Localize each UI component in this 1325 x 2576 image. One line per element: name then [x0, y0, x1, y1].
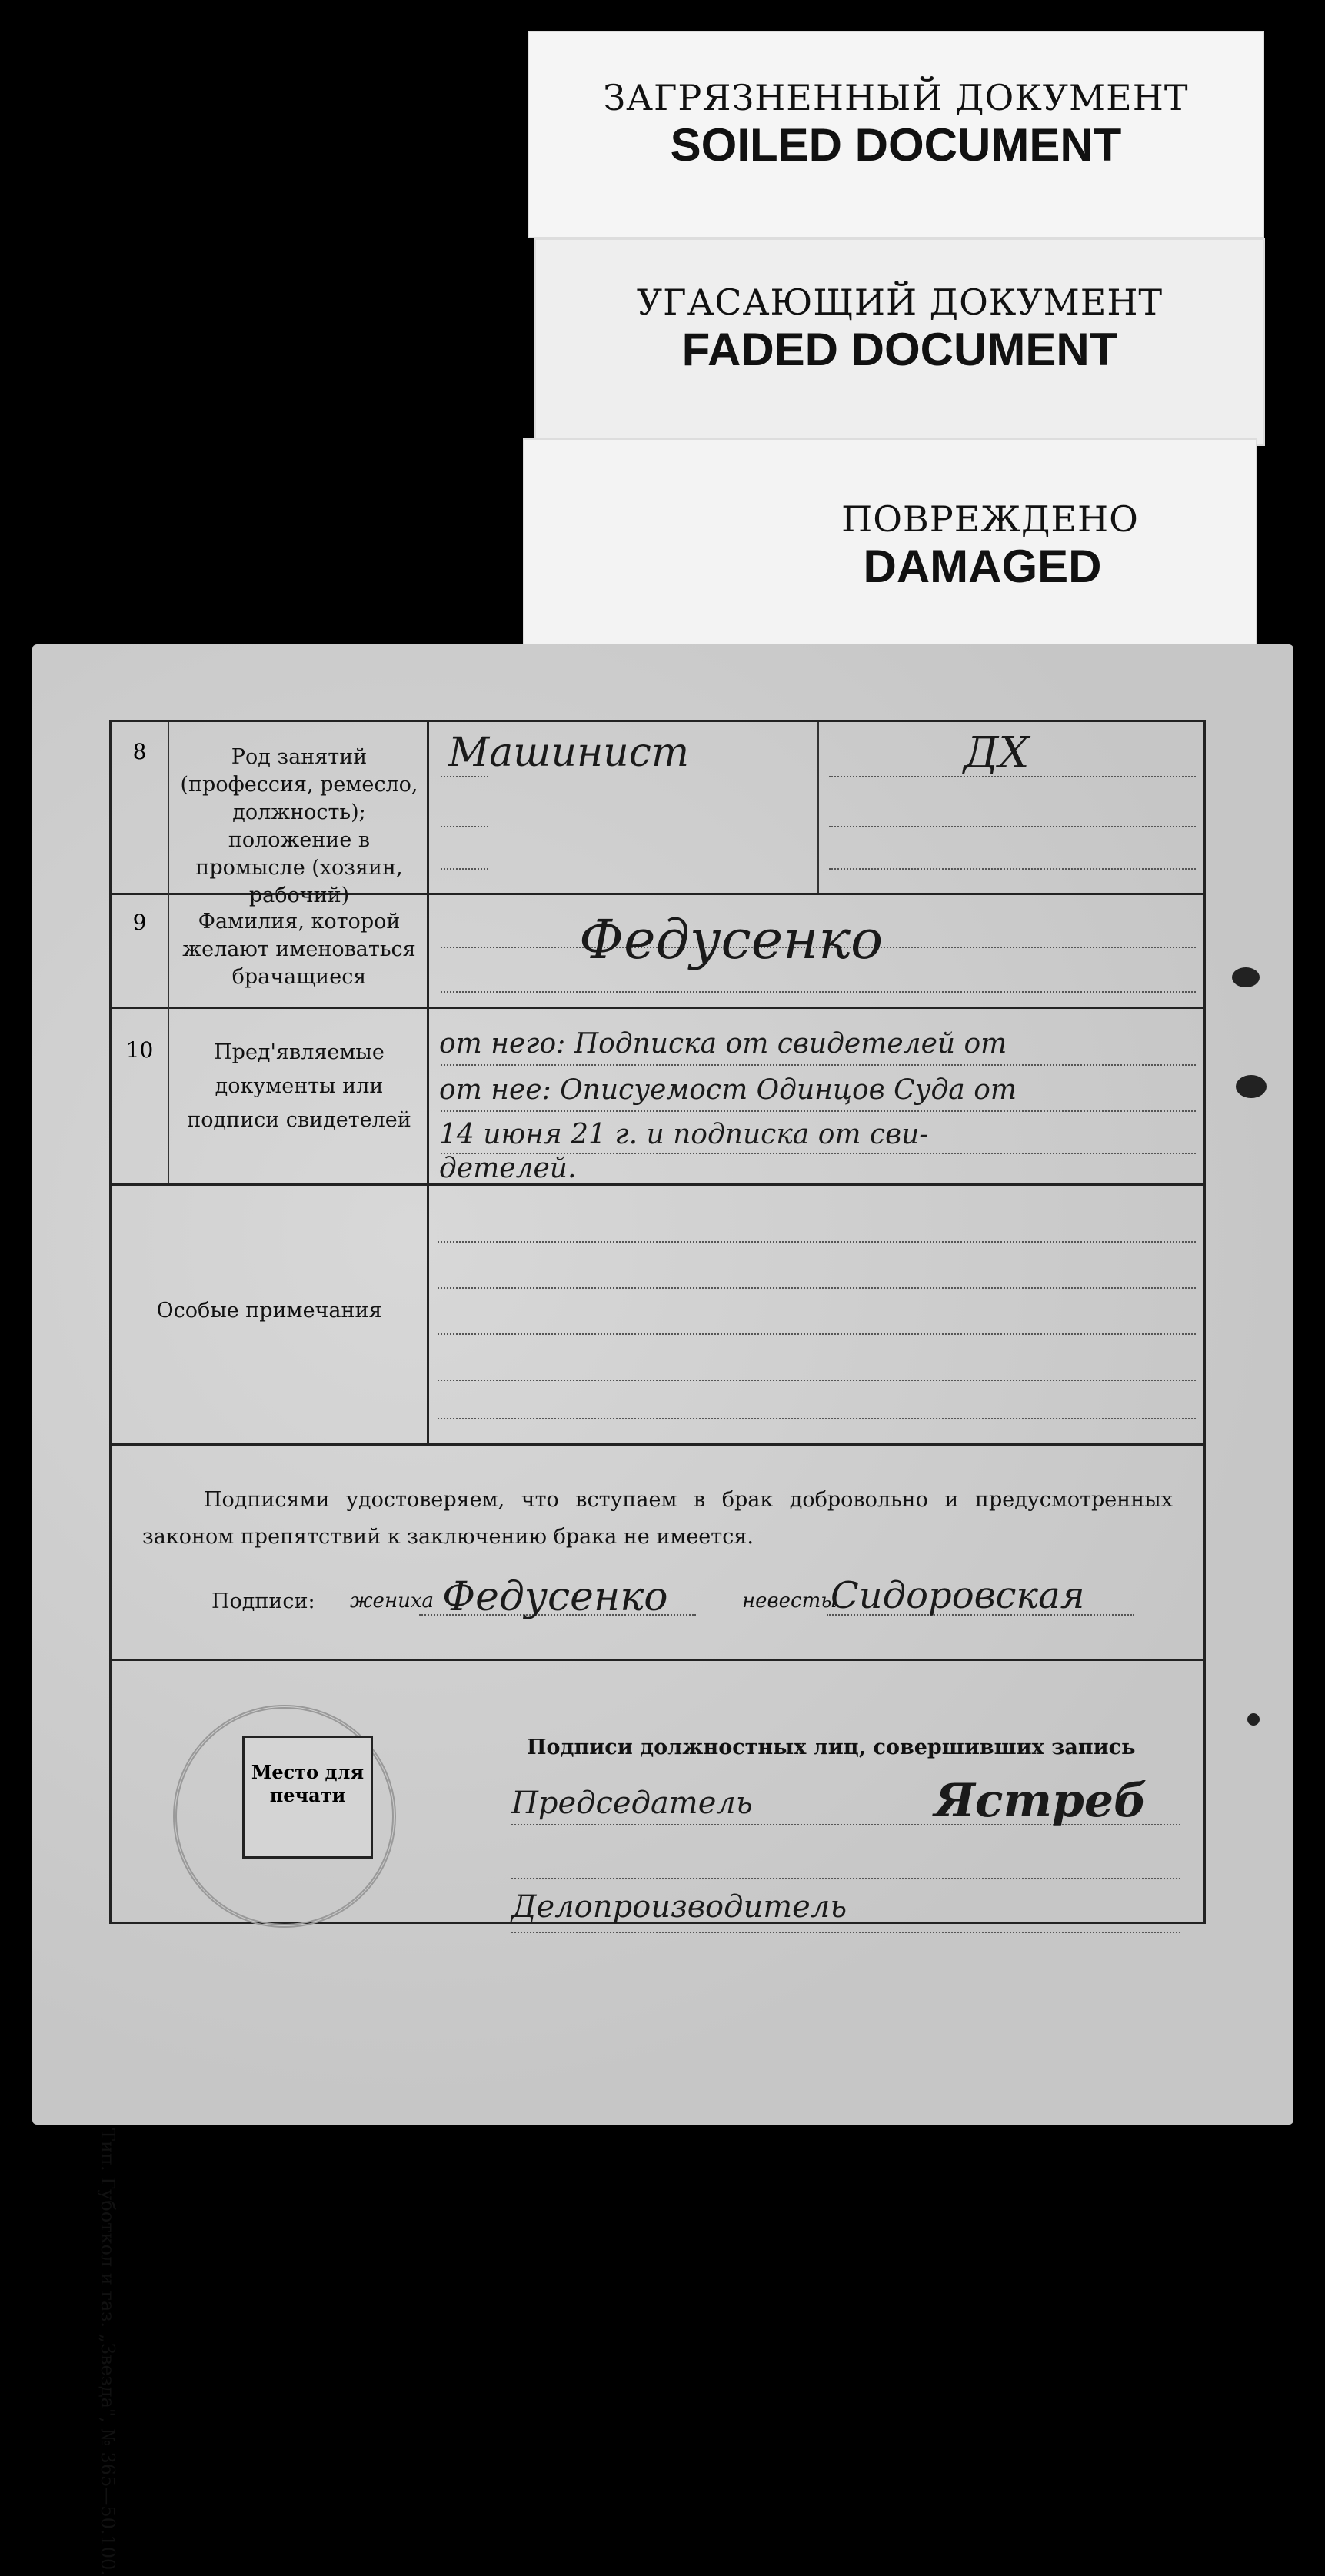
- row-number: 8: [112, 722, 169, 893]
- faded-label-ru: УГАСАЮЩИЙ ДОКУМЕНТ: [636, 281, 1164, 323]
- official-1-signature: Ястреб: [934, 1774, 1147, 1828]
- surname-value-cell: [433, 893, 1203, 1007]
- soiled-label-en: SOILED DOCUMENT: [670, 119, 1122, 171]
- damaged-document-card: [523, 438, 1257, 661]
- record-form: [109, 720, 1206, 1924]
- documents-line-2: от нее: Описуемост Одинцов Суда от: [439, 1074, 1017, 1106]
- documents-line-3: 14 июня 21 г. и подписка от сви-: [439, 1119, 929, 1150]
- documents-line-4: детелей.: [439, 1153, 577, 1184]
- documents-line-1: от него: Подписка от свидетелей от: [439, 1028, 1007, 1060]
- groom-signature: Федусенко: [442, 1574, 668, 1620]
- faded-document-card: [534, 238, 1265, 446]
- signatures-label: Подписи:: [211, 1589, 315, 1613]
- groom-occupation: Машинист: [448, 730, 690, 776]
- marriage-record-sheet: [32, 644, 1293, 2576]
- soiled-label-ru: ЗАГРЯЗНЕННЫЙ ДОКУМЕНТ: [603, 77, 1189, 118]
- row-surname: [112, 893, 1203, 1009]
- row-occupation: [112, 722, 1203, 907]
- groom-signature-label: жениха: [350, 1589, 434, 1612]
- dotted-line: [438, 1333, 1196, 1335]
- documents-value-cell: [433, 1007, 1203, 1183]
- bride-signature-label: невесты: [742, 1589, 837, 1612]
- official-2-role: Делопроизводитель: [511, 1889, 847, 1925]
- official-1-role: Председатель: [511, 1786, 753, 1821]
- row-number: 9: [112, 893, 169, 1007]
- dotted-line: [441, 776, 488, 777]
- occupation-values: [433, 722, 1203, 893]
- column-divider: [817, 722, 819, 893]
- damaged-label-ru: ПОВРЕЖДЕНО: [841, 498, 1139, 540]
- dotted-line: [511, 1878, 1180, 1879]
- stain-mark: [1247, 1713, 1260, 1726]
- occupation-label: Род занятий (профессия, ремесло, должность); положение в промысле (хозяин, рабочий): [171, 722, 429, 893]
- damaged-label-en: DAMAGED: [863, 541, 1102, 592]
- dotted-line: [441, 868, 488, 870]
- dotted-line: [438, 1380, 1196, 1381]
- dotted-line: [438, 1418, 1196, 1419]
- officials-title: Подписи должностных лиц, совершивших запись: [527, 1736, 1136, 1759]
- notes-label-cell: [112, 1183, 429, 1443]
- row-number: 10: [112, 1007, 169, 1183]
- dotted-line: [438, 1241, 1196, 1243]
- dotted-line: [441, 1110, 1196, 1112]
- notes-value-cell: [430, 1183, 1203, 1443]
- stain-mark: [1236, 1075, 1267, 1098]
- officials-section: [112, 1659, 1203, 1925]
- notes-label: Особые примечания: [156, 1299, 382, 1323]
- stamp-place-box: Место для печати: [242, 1736, 373, 1859]
- dotted-line: [829, 826, 1196, 827]
- chosen-surname: Федусенко: [579, 908, 884, 971]
- row-declaration: [112, 1443, 1203, 1661]
- declaration-text: Подписями удостоверяем, что вступаем в брак добровольно и предусмотренных законом препятствий к заключению брака не имеется.: [142, 1488, 1173, 1549]
- dotted-line: [511, 1932, 1180, 1933]
- surname-label: Фамилия, которой желают именоваться брачащиеся: [171, 893, 429, 1007]
- row-notes: [112, 1183, 1203, 1446]
- soiled-document-card: [528, 31, 1264, 238]
- printer-line: Тип. Губоткол и газ. „Звезда", № 365—50.100.: [97, 2128, 118, 2576]
- dotted-line: [441, 1064, 1196, 1066]
- dotted-line: [441, 991, 1196, 993]
- row-documents: [112, 1007, 1203, 1186]
- stain-mark: [1232, 967, 1260, 987]
- dotted-line: [829, 868, 1196, 870]
- faded-label-en: FADED DOCUMENT: [681, 324, 1118, 375]
- dotted-line: [438, 1287, 1196, 1289]
- bride-signature: Сидоровская: [831, 1574, 1085, 1617]
- dotted-line: [441, 826, 488, 827]
- documents-label: Пред'являемые документы или подписи свидетелей: [171, 1007, 429, 1183]
- bride-occupation: ДХ: [964, 728, 1030, 778]
